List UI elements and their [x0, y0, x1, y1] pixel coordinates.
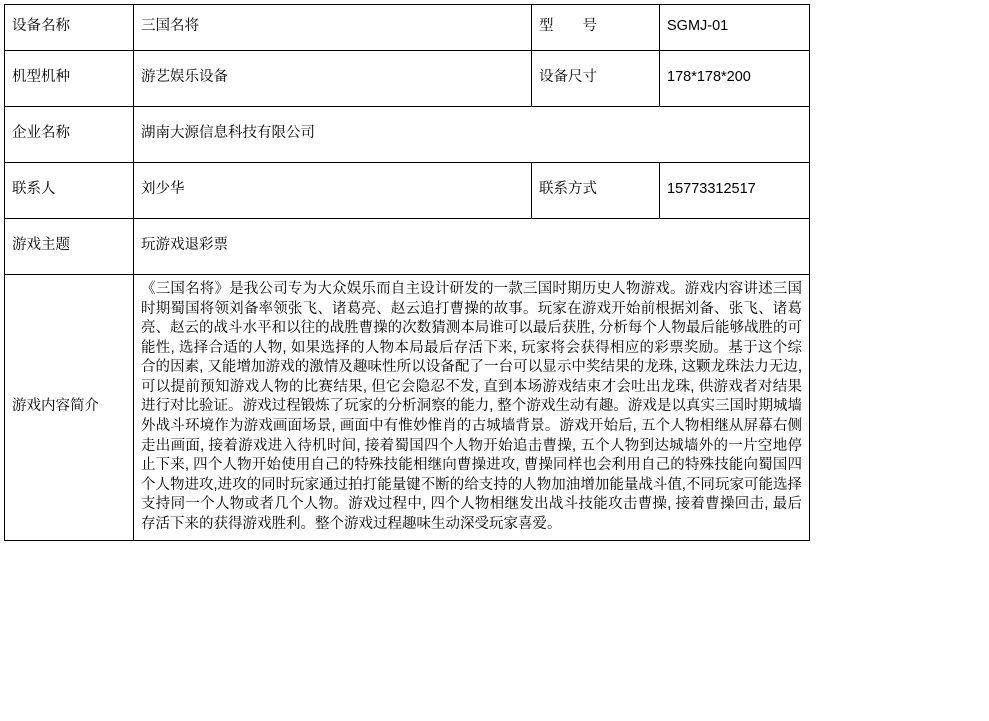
- row-value-equipment-name: 三国名将: [134, 5, 532, 51]
- row-value-machine-type: 游艺娱乐设备: [134, 51, 532, 107]
- row-label-dimensions: 设备尺寸: [532, 51, 660, 107]
- row-label-model: 型 号: [532, 5, 660, 51]
- row-value-contact-person: 刘少华: [134, 163, 532, 219]
- row-value-dimensions: 178*178*200: [660, 51, 810, 107]
- row-label-contact-person: 联系人: [5, 163, 134, 219]
- table-row: [5, 219, 810, 275]
- table-row-description: [5, 275, 810, 541]
- row-value-company-name: 湖南大源信息科技有限公司: [134, 107, 810, 163]
- table-row: [5, 107, 810, 163]
- row-label-machine-type: 机型机种: [5, 51, 134, 107]
- table-row: [5, 51, 810, 107]
- row-value-game-theme: 玩游戏退彩票: [134, 219, 810, 275]
- row-value-model: SGMJ-01: [660, 5, 810, 51]
- table-row: [5, 5, 810, 51]
- row-value-contact-method: 15773312517: [660, 163, 810, 219]
- row-label-game-theme: 游戏主题: [5, 219, 134, 275]
- row-label-contact-method: 联系方式: [532, 163, 660, 219]
- equipment-spec-table: [4, 4, 810, 541]
- row-label-equipment-name: 设备名称: [5, 5, 134, 51]
- row-label-game-description: 游戏内容简介: [5, 275, 134, 541]
- row-label-company-name: 企业名称: [5, 107, 134, 163]
- table-row: [5, 163, 810, 219]
- row-value-game-description: 《三国名将》是我公司专为大众娱乐而自主设计研发的一款三国时期历史人物游戏。游戏内容讲述三国时期蜀国将领刘备率领张飞、诸葛亮、赵云追打曹操的故事。玩家在游戏开始前根据刘备、张飞、诸葛亮、赵云的战斗水平和以往的战胜曹操的次数猜测本局谁可以最后获胜, 分析每个人物最后能够战胜的可能性, 选择合适的人物, 如果选择的人物本局最后存活下来, 玩家将会获得相应的彩票奖励。基于这个综合的因素, 又能增加游戏的激情及趣味性所以设备配了一台可以显示中奖结果的龙珠, 这颗龙珠法力无边, 可以提前预知游戏人物的比赛结果, 但它会隐忍不发, 直到本场游戏结束才会吐出龙珠, 供游戏者对结果进行对比验证。游戏过程锻炼了玩家的分析洞察的能力, 整个游戏生动有趣。游戏是以真实三国时期城墙外战斗环境作为游戏画面场景, 画面中有惟妙惟肖的古城墙背景。游戏开始后, 五个人物相继从屏幕右侧走出画面, 接着游戏进入待机时间, 接着蜀国四个人物开始追击曹操, 五个人物到达城墙外的一片空地停止下来, 四个人物开始使用自己的特殊技能相继向曹操进攻, 曹操同样也会利用自己的特殊技能向蜀国四个人物进攻,进攻的同时玩家通过拍打能量键不断的给支持的人物加油增加能量战斗值,不同玩家可能选择支持同一个人物或者几个人物。游戏过程中, 四个人物相继发出战斗技能攻击曹操, 接着曹操回击, 最后存活下来的获得游戏胜利。整个游戏过程趣味生动深受玩家喜爱。: [134, 275, 810, 541]
